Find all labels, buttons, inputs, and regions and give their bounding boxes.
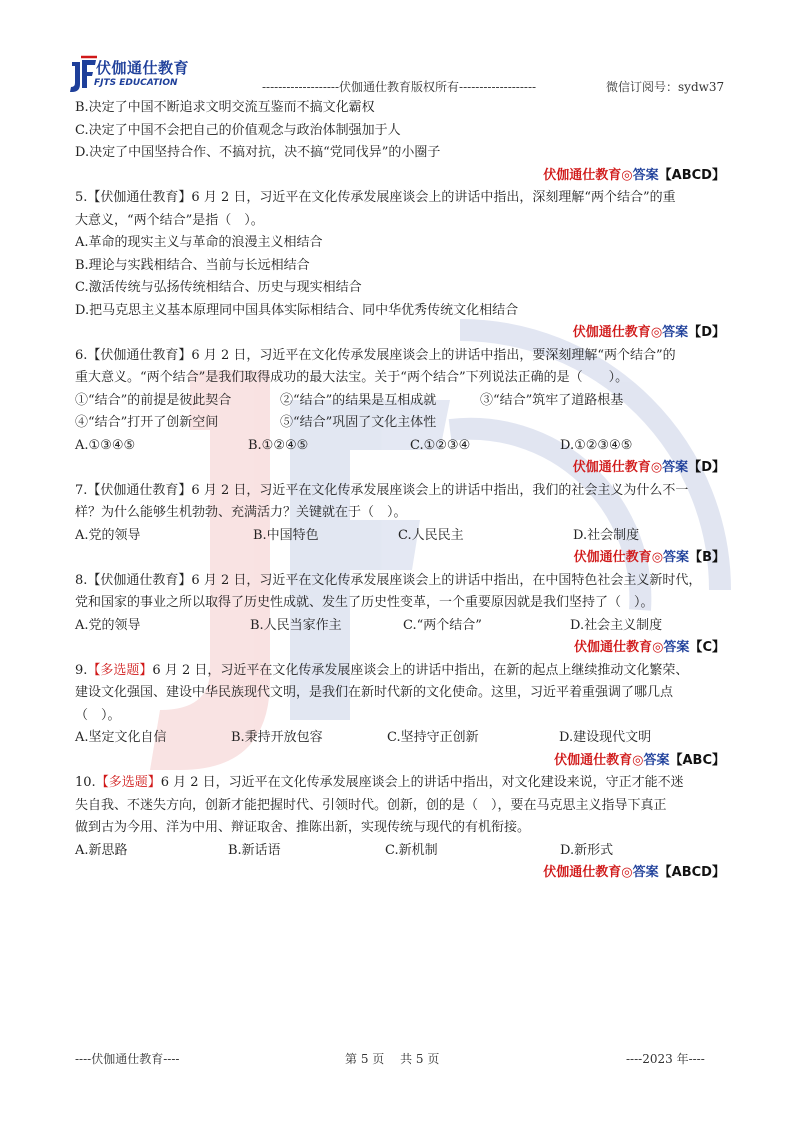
question-stem (75, 570, 725, 593)
options-row (75, 525, 725, 548)
answer-brand: 伏伽通仕教育 (572, 325, 651, 340)
logo-english-name: FJTS EDUCATION (94, 78, 178, 88)
statement-2: ②“结合”的结果是互相成就 (280, 392, 437, 408)
statement-row (75, 390, 725, 413)
options-row (75, 435, 725, 458)
carryover-question (75, 97, 725, 187)
question-text-cont: 建设文化强国、建设中华民族现代文明，是我们在新时代新的文化使命。这里，习近平着重强调了哪几点 (75, 685, 674, 700)
answer-line: 伏伽通仕教育◎答案【ABC】 (554, 752, 725, 768)
logo-chinese-name: 伏伽通仕教育 (96, 59, 190, 77)
option-b: B.人民当家作主 (250, 617, 342, 633)
question-text: 6 月 2 日，习近平在文化传承发展座谈会上的讲话中指出，我们的社会主义为什么不一 (191, 482, 689, 498)
question-8 (75, 570, 725, 660)
statement-1: ①“结合”的前提是彼此契合 (75, 392, 232, 408)
option-b: B.新话语 (228, 842, 281, 858)
question-number: 5. (75, 190, 88, 205)
option-b: B.中国特色 (253, 527, 319, 543)
question-type-tag: 【多选题】 (87, 662, 153, 678)
question-5 (75, 187, 725, 345)
answer-circle-icon: ◎ (621, 865, 633, 880)
question-stem (75, 772, 725, 795)
option-d: D.社会制度 (573, 527, 640, 543)
question-7 (75, 480, 725, 570)
answer-line: 伏伽通仕教育◎答案【C】 (574, 640, 725, 655)
option-a: A.革命的现实主义与革命的浪漫主义相结合 (75, 235, 323, 250)
statement-4: ④“结合”打开了创新空间 (75, 415, 219, 430)
option-a: A.党的领导 (75, 617, 141, 633)
answer-brand: 伏伽通仕教育 (572, 460, 651, 475)
question-source: 【伏伽通仕教育】 (87, 347, 192, 363)
question-10 (75, 772, 725, 885)
answer-label: 答案 (643, 752, 670, 768)
answer-circle-icon: ◎ (650, 325, 663, 340)
question-text-cont: 做到古为今用、洋为中用、辩证取舍、推陈出新，实现传统与现代的有机衔接。 (75, 820, 531, 835)
answer-circle-icon: ◎ (651, 550, 664, 565)
answer-value: D (701, 325, 712, 340)
answer-value: D (701, 460, 712, 475)
option-d: D.①②③④⑤ (560, 437, 633, 453)
option-a: A.党的领导 (75, 527, 141, 543)
option-d: D.社会主义制度 (570, 617, 663, 633)
copyright-notice: -------------------伏伽通仕教育版权所有------------------- (262, 80, 537, 94)
answer-brand: 伏伽通仕教育 (543, 167, 622, 183)
answer-label: 答案 (632, 167, 659, 183)
question-stem (75, 187, 725, 210)
option-d: D.建设现代文明 (559, 730, 652, 745)
option-a: A.①③④⑤ (75, 437, 136, 453)
question-stem (75, 660, 725, 683)
options-row (75, 840, 725, 863)
question-number: 9. (75, 662, 88, 678)
option-c: C.“两个结合” (403, 617, 482, 633)
options-row (75, 615, 725, 638)
answer-line: 伏伽通仕教育◎答案【ABCD】 (543, 865, 725, 880)
question-text: 6 月 2 日，习近平在文化传承发展座谈会上的讲话中指出，对文化建设来说，守正才能不迷 (160, 775, 684, 790)
answer-line: 伏伽通仕教育◎答案【D】 (572, 460, 725, 475)
option-b: B.秉持开放包容 (231, 730, 323, 745)
footer-year: ----2023 年---- (626, 1052, 705, 1066)
question-text-cont: 党和国家的事业之所以取得了历史性成就、发生了历史性变革，一个重要原因就是我们坚持了（ ）。 (75, 595, 654, 610)
page-number: 第 5 页 共 5 页 (345, 1052, 440, 1066)
answer-value: B (702, 550, 712, 565)
answer-label: 答案 (662, 460, 689, 475)
question-source: 【伏伽通仕教育】 (87, 190, 192, 205)
answer-label: 答案 (662, 325, 689, 340)
answer-brand: 伏伽通仕教育 (573, 550, 652, 565)
footer-brand: ----伏伽通仕教育---- (75, 1052, 180, 1066)
question-text-cont: 失自我、不迷失方向，创新才能把握时代、引领时代。创新，创的是（ ），要在马克思主义指导下真正 (75, 797, 667, 813)
question-number: 6. (75, 347, 88, 363)
answer-line: 伏伽通仕教育◎答案【D】 (572, 325, 725, 340)
question-text-cont: 样？为什么能够生机勃勃、充满活力？关键就在于（ ）。 (75, 505, 407, 520)
answer-brand: 伏伽通仕教育 (574, 640, 653, 655)
logo-jf-icon (70, 54, 98, 94)
options-row (75, 727, 725, 750)
answer-value: ABC (682, 752, 712, 768)
answer-circle-icon: ◎ (621, 167, 633, 183)
option-d: D.决定了中国坚持合作、不搞对抗，决不搞“党同伐异”的小圈子 (75, 145, 441, 160)
option-a: A.新思路 (75, 842, 128, 858)
answer-circle-icon: ◎ (650, 460, 663, 475)
page-header (0, 0, 800, 100)
answer-line: 伏伽通仕教育◎答案【B】 (573, 550, 725, 565)
option-d: D.把马克思主义基本原理同中国具体实际相结合、同中华优秀传统文化相结合 (75, 302, 519, 318)
question-source: 【伏伽通仕教育】 (87, 482, 192, 498)
question-stem (75, 345, 725, 368)
brand-logo (70, 54, 220, 96)
answer-circle-icon: ◎ (652, 640, 664, 655)
answer-label: 答案 (632, 865, 659, 880)
option-c: C.新机制 (385, 842, 438, 858)
answer-circle-icon: ◎ (632, 752, 644, 768)
question-6 (75, 345, 725, 480)
question-9 (75, 660, 725, 773)
question-text-cont: （ ）。 (75, 707, 121, 723)
answer-brand: 伏伽通仕教育 (554, 752, 633, 768)
answer-value: C (702, 640, 712, 655)
question-content (75, 97, 725, 885)
question-text-cont: 重大意义。“两个结合”是我们取得成功的最大法宝。关于“两个结合”下列说法正确的是（ ）。 (75, 370, 629, 385)
question-text: 6 月 2 日，习近平在文化传承发展座谈会上的讲话中指出，在中国特色社会主义新时代， (191, 572, 702, 588)
option-b: B.理论与实践相结合、当前与长远相结合 (75, 257, 310, 273)
question-text-cont: 大意义，“两个结合”是指（ ）。 (75, 212, 264, 228)
statement-row (75, 412, 725, 435)
question-number: 8. (75, 572, 88, 588)
question-type-tag: 【多选题】 (95, 775, 161, 790)
option-b: B.决定了中国不断追求文明交流互鉴而不搞文化霸权 (75, 100, 375, 115)
option-c: C.坚持守正创新 (387, 730, 479, 745)
question-source: 【伏伽通仕教育】 (87, 572, 192, 588)
option-b: B.①②④⑤ (248, 437, 309, 453)
option-c: C.激活传统与弘扬传统相结合、历史与现实相结合 (75, 280, 362, 295)
answer-value: ABCD (671, 865, 712, 880)
question-text: 6 月 2 日，习近平在文化传承发展座谈会上的讲话中指出，在新的起点上继续推动文化繁荣、 (152, 662, 689, 678)
option-d: D.新形式 (560, 842, 614, 858)
answer-value: ABCD (671, 167, 712, 183)
answer-line: 伏伽通仕教育◎答案【ABCD】 (543, 167, 725, 183)
wechat-id: 微信订阅号：sydw37 (606, 80, 725, 94)
statement-3: ③“结合”筑牢了道路根基 (480, 392, 624, 408)
answer-brand: 伏伽通仕教育 (543, 865, 622, 880)
question-text: 6 月 2 日，习近平在文化传承发展座谈会上的讲话中指出，要深刻理解“两个结合”的 (191, 347, 676, 363)
statement-5: ⑤“结合”巩固了文化主体性 (280, 415, 437, 430)
question-number: 7. (75, 482, 88, 498)
answer-label: 答案 (663, 640, 690, 655)
answer-label: 答案 (663, 550, 690, 565)
question-stem (75, 480, 725, 503)
option-c: C.①②③④ (410, 437, 471, 453)
question-text: 6 月 2 日，习近平在文化传承发展座谈会上的讲话中指出，深刻理解“两个结合”的重 (191, 190, 676, 205)
question-number: 10. (75, 775, 96, 790)
option-a: A.坚定文化自信 (75, 730, 167, 745)
option-c: C.人民民主 (398, 527, 464, 543)
option-c: C.决定了中国不会把自己的价值观念与政治体制强加于人 (75, 122, 401, 138)
